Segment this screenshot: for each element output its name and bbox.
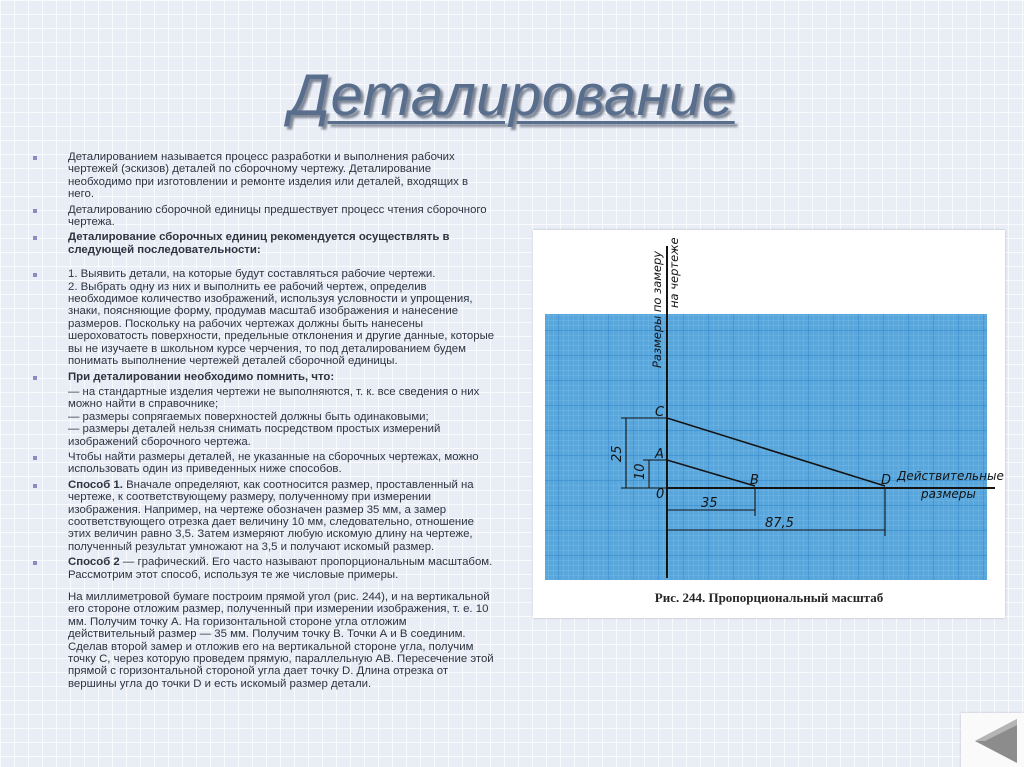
dimension-25-label: 25 <box>610 445 625 462</box>
figure-proportional-scale <box>533 230 1005 618</box>
point-label-d: D <box>881 473 892 488</box>
method-1-text: Вначале определяют, как соотносится размер, проставленный на чертеже, к соответствующему размеру, полученному при измерении изображения. Например, на чертеже обозначен размер 35 мм, а замер соответствующего отрезка дает величину 10 мм, следовательно, отношение этих величин равно 3,5. Затем измеряют любую искомую длину на чертеже, полученный результат умножают на 3,5 и получают искомый размер. <box>68 478 474 553</box>
bullet-sequence-steps <box>30 268 496 367</box>
paragraph-remember-heading: При деталировании необходимо помнить, что: <box>68 370 335 383</box>
remember-list <box>30 386 496 448</box>
dimension-35-label: 35 <box>701 496 718 511</box>
method-2-text: — графический. Его часто называют пропорциональным масштабом. Рассмотрим этот способ, используя те же числовые примеры. <box>68 556 493 581</box>
horizontal-axis-label-2: размеры <box>921 487 976 501</box>
method-1-label: Способ 1. <box>68 478 123 491</box>
paragraph-reading: Деталированию сборочной единицы предшествует процесс чтения сборочного чертежа. <box>68 203 487 229</box>
paragraph-sequence-heading: Деталирование сборочных единиц рекомендуется осуществлять в следующей последовательности: <box>68 231 450 256</box>
step-1: 1. Выявить детали, на которые будут составляться рабочие чертежи. <box>68 268 436 281</box>
remember-mating: — размеры сопрягаемых поверхностей должны быть одинаковыми; <box>68 410 429 423</box>
horizontal-axis-label-1: Действительные <box>897 469 1004 483</box>
bullet-method-1 <box>30 479 496 553</box>
method-2-label: Способ 2 <box>68 556 120 569</box>
bullet-sequence-heading <box>30 231 496 256</box>
dimension-87-5-label: 87,5 <box>765 516 794 531</box>
vertical-axis-label-2: на чертеже <box>667 237 681 308</box>
origin-label: 0 <box>656 487 665 502</box>
paragraph-method-2 <box>68 556 496 581</box>
paragraph-definition: Деталированием называется процесс разработки и выполнения рабочих чертежей (эскизов) деталей по сборочному чертежу. Деталирование необходимо при изготовлении и ремонте изделия или деталей, входящих в него. <box>68 151 468 201</box>
bullet-find-sizes <box>30 451 496 476</box>
bullet-definition <box>30 151 496 201</box>
remember-standard: — на стандартные изделия чертежи не выполняются, т. к. все сведения о них можно найти в справочнике; <box>68 385 480 411</box>
triangle-left-icon[interactable] <box>961 713 1024 767</box>
point-label-b: B <box>750 473 759 488</box>
bullet-method-2 <box>30 556 496 690</box>
proportional-scale-diagram <box>533 230 1005 618</box>
slide-title: Деталирование <box>289 63 735 128</box>
paragraph-find-sizes: Чтобы найти размеры деталей, не указанные на сборочных чертежах, можно использовать один из приведенных ниже способов. <box>68 450 479 476</box>
slide-body <box>30 151 496 693</box>
remember-measure: — размеры деталей нельзя снимать посредством простых измерений изображений сборочного чертежа. <box>68 423 441 448</box>
figure-caption: Рис. 244. Пропорциональный масштаб <box>654 590 884 605</box>
point-label-a: A <box>655 447 664 462</box>
paragraph-method-1 <box>68 479 496 553</box>
bullet-remember-heading <box>30 371 496 383</box>
back-button[interactable] <box>961 713 1024 767</box>
vertical-axis-label-1: Размеры по замеру <box>650 250 664 368</box>
step-2: 2. Выбрать одну из них и выполнить ее рабочий чертеж, определив необходимое количество изображений, используя условности и упрощения, знаки, поясняющие форму, продумав масштаб изображения и нанесение размеров. Поскольку на рабочих чертежах должны быть нанесены шероховатость поверхности, предельные отклонения и другие данные, которые вы не изучаете в школьном курсе черчения, то под деталированием будем понимать выполнение чертежей деталей сборочной единицы. <box>68 280 495 368</box>
bullet-reading <box>30 204 496 229</box>
point-label-c: C <box>655 405 665 420</box>
paragraph-method-2-detail: На миллиметровой бумаге построим прямой угол (рис. 244), и на вертикальной его стороне отложим размер, полученный при измерении изображения, т. е. 10 мм. Получим точку А. На горизонтальной стороне угла отложим действительный размер — 35 мм. Получим точку В. Точки А и В соединим. Сделав второй замер и отложив его на вертикальной стороне угла, получим точку С, через которую проведем прямую, параллельную АВ. Пересечение этой прямой с горизонтальной стороной угла дает точку D. Длина отрезка от вершины угла до точки D и есть искомый размер детали. <box>68 591 494 690</box>
dimension-10-label: 10 <box>633 463 648 480</box>
